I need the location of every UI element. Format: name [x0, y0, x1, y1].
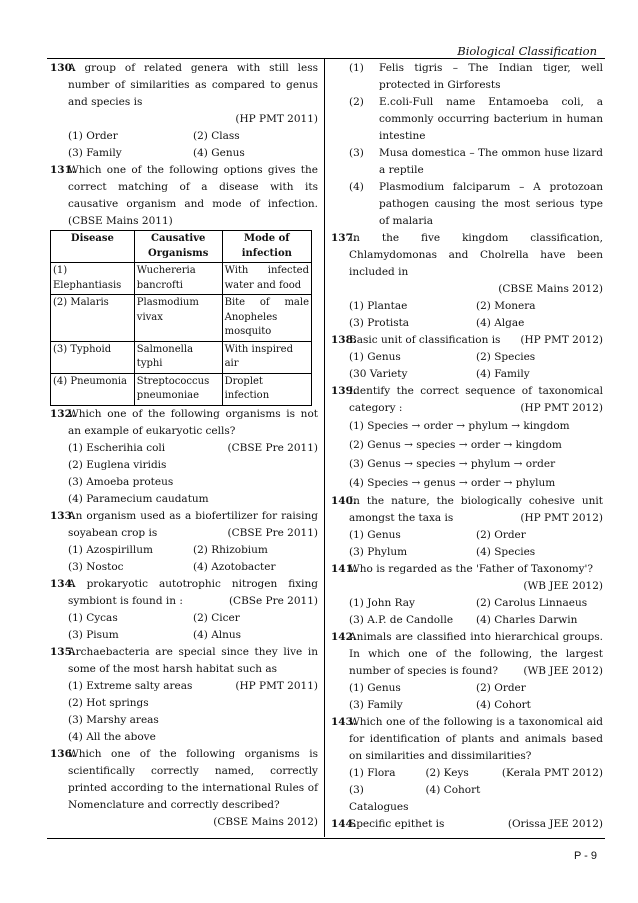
table-row — [51, 373, 312, 405]
option: (2) Keys — [425, 767, 469, 779]
question-141 — [331, 561, 603, 629]
question-text: An organism used as a biofertilizer for raising soyabean crop is — [68, 509, 318, 539]
question-number: 142. — [331, 631, 357, 643]
question-number: 130. — [50, 62, 76, 74]
question-131 — [50, 162, 318, 406]
question-text: Which one of the following is a taxonomical aid for identification of plants and animals based on similarities and dissimilarities? — [349, 716, 603, 762]
question-135 — [50, 644, 318, 746]
question-text: Which one of the following organisms is scientifically correctly named, correctly printed according to the international Rules of Nomenclature and correctly described? — [68, 747, 318, 811]
question-number: 139. — [331, 385, 357, 397]
question-text: A group of related genera with still less number of similarities as compared to genus and species is — [68, 62, 318, 108]
table-cell: (4) Pneumonia — [51, 373, 135, 405]
option: (1) Species → order → phylum → kingdom — [349, 420, 570, 432]
question-138 — [331, 332, 603, 383]
question-text: In the nature, the biologically cohesive unit amongst the taxa is — [349, 495, 603, 524]
question-source: (HP PMT 2012) — [520, 512, 603, 524]
question-source: (HP PMT 2011) — [235, 113, 318, 125]
question-text: Which one of the following options gives the correct matching of a disease with its causative organism and mode of infection. (CBSE Mains 2011) — [68, 164, 318, 227]
matching-table — [50, 230, 312, 406]
option: (2) Carolus Linnaeus — [476, 597, 588, 609]
options — [331, 417, 603, 493]
option: (3) Marshy areas — [68, 713, 159, 726]
options — [50, 610, 318, 644]
option — [349, 94, 603, 145]
option: (4) Algae — [476, 317, 525, 329]
header-rule — [47, 58, 605, 59]
option: (1) Genus — [349, 529, 401, 541]
option: (3) Catalogues — [349, 784, 409, 813]
option: (3) Nostoc — [68, 560, 124, 573]
option: (3) Amoeba proteus — [68, 475, 174, 488]
option: (1) Azospirillum — [68, 543, 153, 556]
question-number: 140. — [331, 495, 357, 507]
question-source: (HP PMT 2012) — [520, 334, 603, 346]
option: (4) Paramecium caudatum — [68, 492, 209, 505]
option: (2) Order — [476, 529, 526, 541]
question-133 — [50, 508, 318, 576]
option: (4) Genus — [193, 147, 245, 159]
option-number: (4) — [349, 181, 364, 193]
table-header-row — [51, 231, 312, 263]
page-number: P - 9 — [573, 850, 597, 862]
options — [50, 542, 318, 576]
question-number: 131. — [50, 164, 76, 176]
options — [331, 527, 603, 561]
options — [331, 349, 603, 383]
question-source: (WB JEE 2012) — [523, 580, 603, 592]
options — [50, 128, 318, 162]
option-number: (1) — [349, 62, 364, 74]
option: (2) Cicer — [193, 611, 240, 624]
column-divider — [324, 59, 325, 837]
option: (4) Cohort — [476, 699, 531, 711]
question-text: Who is regarded as the 'Father of Taxonomy'? — [349, 563, 594, 575]
question-text: Archaebacteria are special since they live in some of the most harsh habitat such as — [68, 645, 318, 675]
option: (1) Extreme salty areas — [68, 679, 193, 692]
question-142 — [331, 629, 603, 714]
option-text: Musa domestica – The ommon huse lizard a reptile — [379, 147, 603, 176]
table-cell: Streptococcus pneumoniae — [134, 373, 222, 405]
question-number: 141. — [331, 563, 357, 575]
option — [349, 60, 603, 94]
option-number: (3) — [349, 147, 364, 159]
table-cell: (1) Elephantiasis — [51, 263, 135, 295]
option: (2) Euglena viridis — [68, 458, 167, 471]
question-source: (HP PMT 2012) — [520, 402, 603, 414]
option: (1) Genus — [349, 682, 401, 694]
question-144 — [331, 816, 603, 833]
option: (1) Escherihia coli — [68, 441, 166, 454]
question-134 — [50, 576, 318, 644]
option: (4) All the above — [68, 730, 156, 743]
option: (1) Plantae — [349, 300, 408, 312]
question-text: Identify the correct sequence of taxonomical category : — [349, 385, 603, 414]
right-column — [331, 60, 603, 833]
option — [349, 179, 603, 230]
left-column — [50, 60, 318, 831]
option: (2) Species — [476, 351, 536, 363]
option-text: E.coli-Full name Entamoeba coli, a commonly occurring bacterium in human intestine — [379, 96, 603, 142]
option: (4) Alnus — [193, 628, 242, 641]
option: (3) Pisum — [68, 628, 119, 641]
question-139 — [331, 383, 603, 493]
question-source: (WB JEE 2012) — [523, 665, 603, 677]
option: (3) Phylum — [349, 546, 408, 558]
question-source: (Orissa JEE 2012) — [507, 818, 603, 830]
option: (2) Hot springs — [68, 696, 149, 709]
question-source: (CBSE Pre 2011) — [227, 441, 318, 454]
options — [331, 298, 603, 332]
question-number: 135. — [50, 645, 76, 658]
question-136 — [50, 746, 318, 831]
question-number: 133. — [50, 509, 76, 522]
question-source: (CBSE Mains 2012) — [498, 283, 603, 295]
option: (4) Species — [476, 546, 536, 558]
option: (2) Order — [476, 682, 526, 694]
option: (4) Azotobacter — [193, 560, 276, 573]
option: (1) Order — [68, 130, 118, 142]
table-cell: Droplet infection — [222, 373, 311, 405]
option-text: Plasmodium falciparum – A protozoan pathogen causing the most serious type of malaria — [379, 181, 603, 227]
question-source: (HP PMT 2011) — [235, 679, 318, 692]
table-header: Mode of infection — [222, 231, 311, 263]
option: (1) John Ray — [349, 597, 415, 609]
option: (4) Species → genus → order → phylum — [349, 477, 556, 489]
table-header: Disease — [51, 231, 135, 263]
question-text: A prokaryotic autotrophic nitrogen fixing symbiont is found in : — [68, 577, 318, 607]
running-header: Biological Classification — [457, 44, 597, 58]
table-cell: (3) Typhoid — [51, 341, 135, 373]
options — [331, 680, 603, 714]
question-source: (CBSE Mains 2012) — [213, 815, 318, 828]
question-140 — [331, 493, 603, 561]
table-row — [51, 295, 312, 342]
question-137 — [331, 230, 603, 332]
option: (4) Family — [476, 368, 530, 380]
question-number: 132. — [50, 407, 76, 420]
table-header: Causative Organisms — [134, 231, 222, 263]
option-text: Felis tigris – The Indian tiger, well protected in Girforests — [379, 62, 603, 91]
option: (30 Variety — [349, 368, 408, 380]
option — [349, 145, 603, 179]
option: (1) Cycas — [68, 611, 118, 624]
question-number: 134. — [50, 577, 76, 590]
question-143 — [331, 714, 603, 816]
table-cell: Plasmodium vivax — [134, 295, 222, 342]
option: (3) Family — [68, 147, 122, 159]
question-source: (Kerala PMT 2012) — [501, 767, 603, 779]
options — [331, 765, 502, 816]
question-text: Specific epithet is — [349, 818, 445, 830]
footer-rule — [47, 838, 605, 839]
table-cell: Wuchereria bancrofti — [134, 263, 222, 295]
question-number: 138. — [331, 334, 357, 346]
option: (2) Class — [193, 130, 240, 142]
question-number: 137. — [331, 232, 357, 244]
option: (1) Genus — [349, 351, 401, 363]
table-cell: Bite of male Anopheles mosquito — [222, 295, 311, 342]
question-number: 143. — [331, 716, 357, 728]
question-number: 136. — [50, 747, 76, 760]
option: (3) Protista — [349, 317, 410, 329]
table-cell: Salmonella typhi — [134, 341, 222, 373]
question-source: (CBSE Pre 2011) — [227, 526, 318, 539]
question-130 — [50, 60, 318, 162]
option: (3) A.P. de Candolle — [349, 614, 454, 626]
option: (3) Genus → species → phylum → order — [349, 458, 556, 470]
options — [331, 595, 603, 629]
table-cell: With infected water and food — [222, 263, 311, 295]
table-cell: With inspired air — [222, 341, 311, 373]
question-source: (CBSe Pre 2011) — [228, 594, 318, 607]
table-cell: (2) Malaris — [51, 295, 135, 342]
question-number: 144. — [331, 818, 357, 830]
table-row — [51, 341, 312, 373]
option: (2) Monera — [476, 300, 536, 312]
question-text: Which one of the following organisms is not an example of eukaryotic cells? — [68, 407, 318, 437]
question-136-options — [331, 60, 603, 230]
question-text: Basic unit of classification is — [349, 334, 501, 346]
option: (4) Cohort — [425, 784, 481, 796]
table-row — [51, 263, 312, 295]
option-number: (2) — [349, 96, 364, 108]
option: (2) Rhizobium — [193, 543, 268, 556]
option: (4) Charles Darwin — [476, 614, 578, 626]
option: (1) Flora — [349, 767, 396, 779]
question-text: In the five kingdom classification, Chlamydomonas and Cholrella have been included in — [349, 232, 603, 278]
question-132 — [50, 406, 318, 508]
question-text: Animals are classified into hierarchical groups. In which one of the following, the largest number of species is found? — [349, 631, 603, 677]
option: (2) Genus → species → order → kingdom — [349, 439, 562, 451]
option: (3) Family — [349, 699, 403, 711]
